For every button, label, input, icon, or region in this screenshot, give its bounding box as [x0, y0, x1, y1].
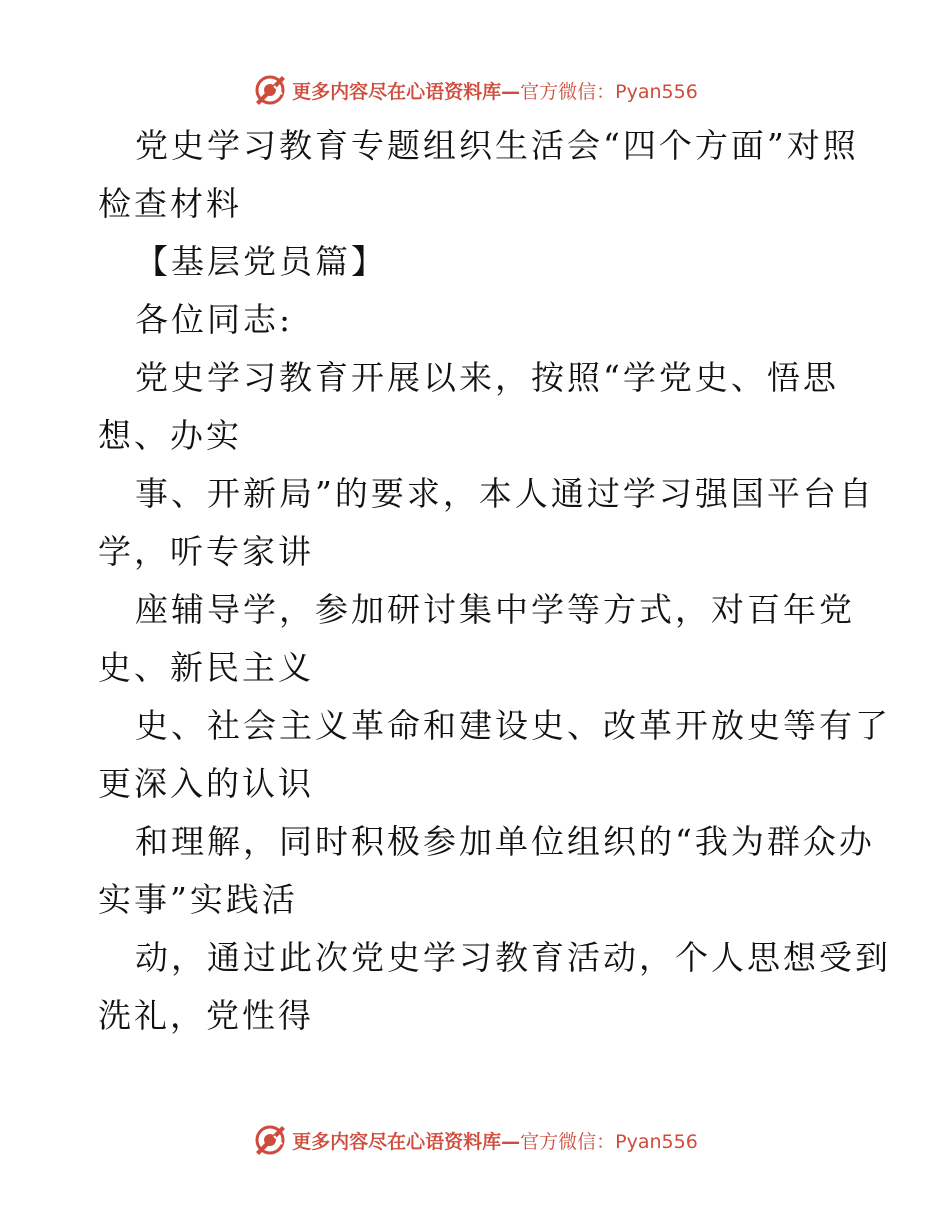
banner-separator: —: [501, 80, 521, 103]
footer-banner: [0, 1120, 950, 1160]
salutation: 各位同志:: [135, 300, 294, 339]
document-body: [98, 117, 891, 1045]
paragraph-line: 党史学习教育开展以来，按照“学党史、悟思: [135, 358, 839, 397]
paragraph-line: 实事”实践活: [98, 880, 298, 919]
banner-site-text: 更多内容尽在心语资料库: [292, 80, 502, 103]
document-title-line-1: 党史学习教育专题组织生活会“四个方面”对照: [135, 126, 859, 165]
paragraph-line: 史、社会主义革命和建设史、改革开放史等有了: [135, 706, 891, 745]
banner-wechat-text: 官方微信：Pyan556: [520, 1130, 698, 1153]
banner-site-text: 更多内容尽在心语资料库: [292, 1130, 502, 1153]
banner-text: [292, 77, 698, 104]
document-subtitle: 【基层党员篇】: [135, 242, 387, 281]
logo-icon: [252, 1122, 288, 1158]
paragraph-line: 事、开新局”的要求，本人通过学习强国平台自: [135, 474, 875, 513]
paragraph-line: 更深入的认识: [98, 764, 314, 803]
paragraph-line: 想、办实: [98, 416, 242, 455]
logo-icon: [252, 72, 288, 108]
paragraph-line: 洗礼，党性得: [98, 996, 314, 1035]
banner-wechat-text: 官方微信：Pyan556: [520, 80, 698, 103]
banner-separator: —: [501, 1130, 521, 1153]
paragraph-line: 史、新民主义: [98, 648, 314, 687]
paragraph-line: 学，听专家讲: [98, 532, 314, 571]
paragraph-line: 和理解，同时积极参加单位组织的“我为群众办: [135, 822, 875, 861]
paragraph-line: 动，通过此次党史学习教育活动，个人思想受到: [135, 938, 891, 977]
banner-text: [292, 1127, 698, 1154]
paragraph-line: 座辅导学，参加研讨集中学等方式，对百年党: [135, 590, 855, 629]
document-title-line-2: 检查材料: [98, 184, 242, 223]
header-banner: [0, 70, 950, 110]
